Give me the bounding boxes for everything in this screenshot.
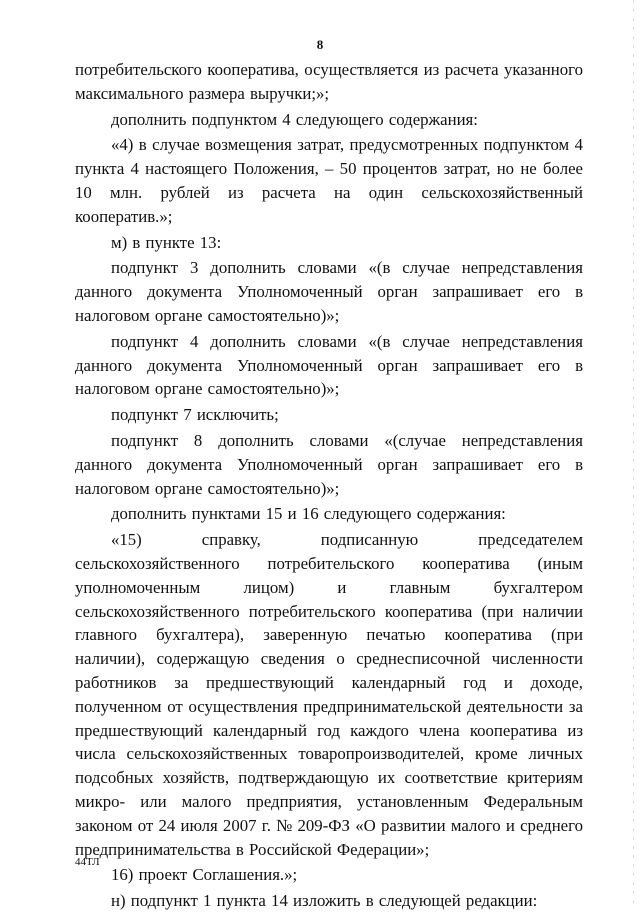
paragraph: дополнить пунктами 15 и 16 следующего содержания: (111, 504, 506, 524)
scan-edge-line (633, 0, 634, 905)
paragraph: дополнить подпунктом 4 следующего содержания: (111, 109, 478, 129)
paragraph: подпункт 3 дополнить словами «(в случае непредставления данного документа Уполномоченный орган запрашивает его в налоговом органе самостоятельно)»; (75, 258, 583, 325)
paragraph: подпункт 8 дополнить словами «(случае непредставления данного документа Уполномоченный орган запрашивает его в налоговом органе самостоятельно)»; (75, 430, 583, 498)
page-number: 8 (316, 37, 324, 52)
paragraph: подпункт 7 исключить; (111, 405, 279, 425)
paragraph: 16) проект Соглашения.»; (111, 865, 298, 885)
document-body (75, 58, 583, 913)
paragraph: «4) в случае возмещения затрат, предусмотренных подпунктом 4 пункта 4 настоящего Положения, – 50 процентов затрат, но не более 10 млн. рублей из расчета на один сельскохозяйственный кооператив.»; (75, 135, 583, 226)
paragraph: «15) справку, подписанную председателем сельскохозяйственного потребительского кооператива (иным уполномоченным лицом) и главным бухгалтером сельскохозяйственного потребительского кооператива (при наличии главного бухгалтера), заверенную печатью кооператива (при наличии), содержащую сведения о среднесписочной численности работников за предшествующий календарный год и доходе, полученном от осуществления предпринимательской деятельности за предшествующий календарный год каждого члена кооператива из числа сельскохозяйственных товаропроизводителей, кроме личных подсобных хозяйств, подтверждающую их соответствие критериям микро- или малого предприятия, установленным Федеральным законом от 24 июля 2007 г. № 209-ФЗ «О развитии малого и среднего предпринимательства в Российской Федерации»; (75, 530, 583, 859)
paragraph: м) в пункте 13: (111, 232, 222, 252)
footer-code: 44ТЛ (75, 856, 100, 868)
paragraph-continuation: потребительского кооператива, осуществляется из расчета указанного максимального размера выручки;»; (75, 60, 583, 103)
paragraph: н) подпункт 1 пункта 14 изложить в следующей редакции: (111, 891, 538, 911)
paragraph: подпункт 4 дополнить словами «(в случае непредставления данного документа Уполномоченный орган запрашивает его в налоговом органе самостоятельно)»; (75, 331, 583, 399)
